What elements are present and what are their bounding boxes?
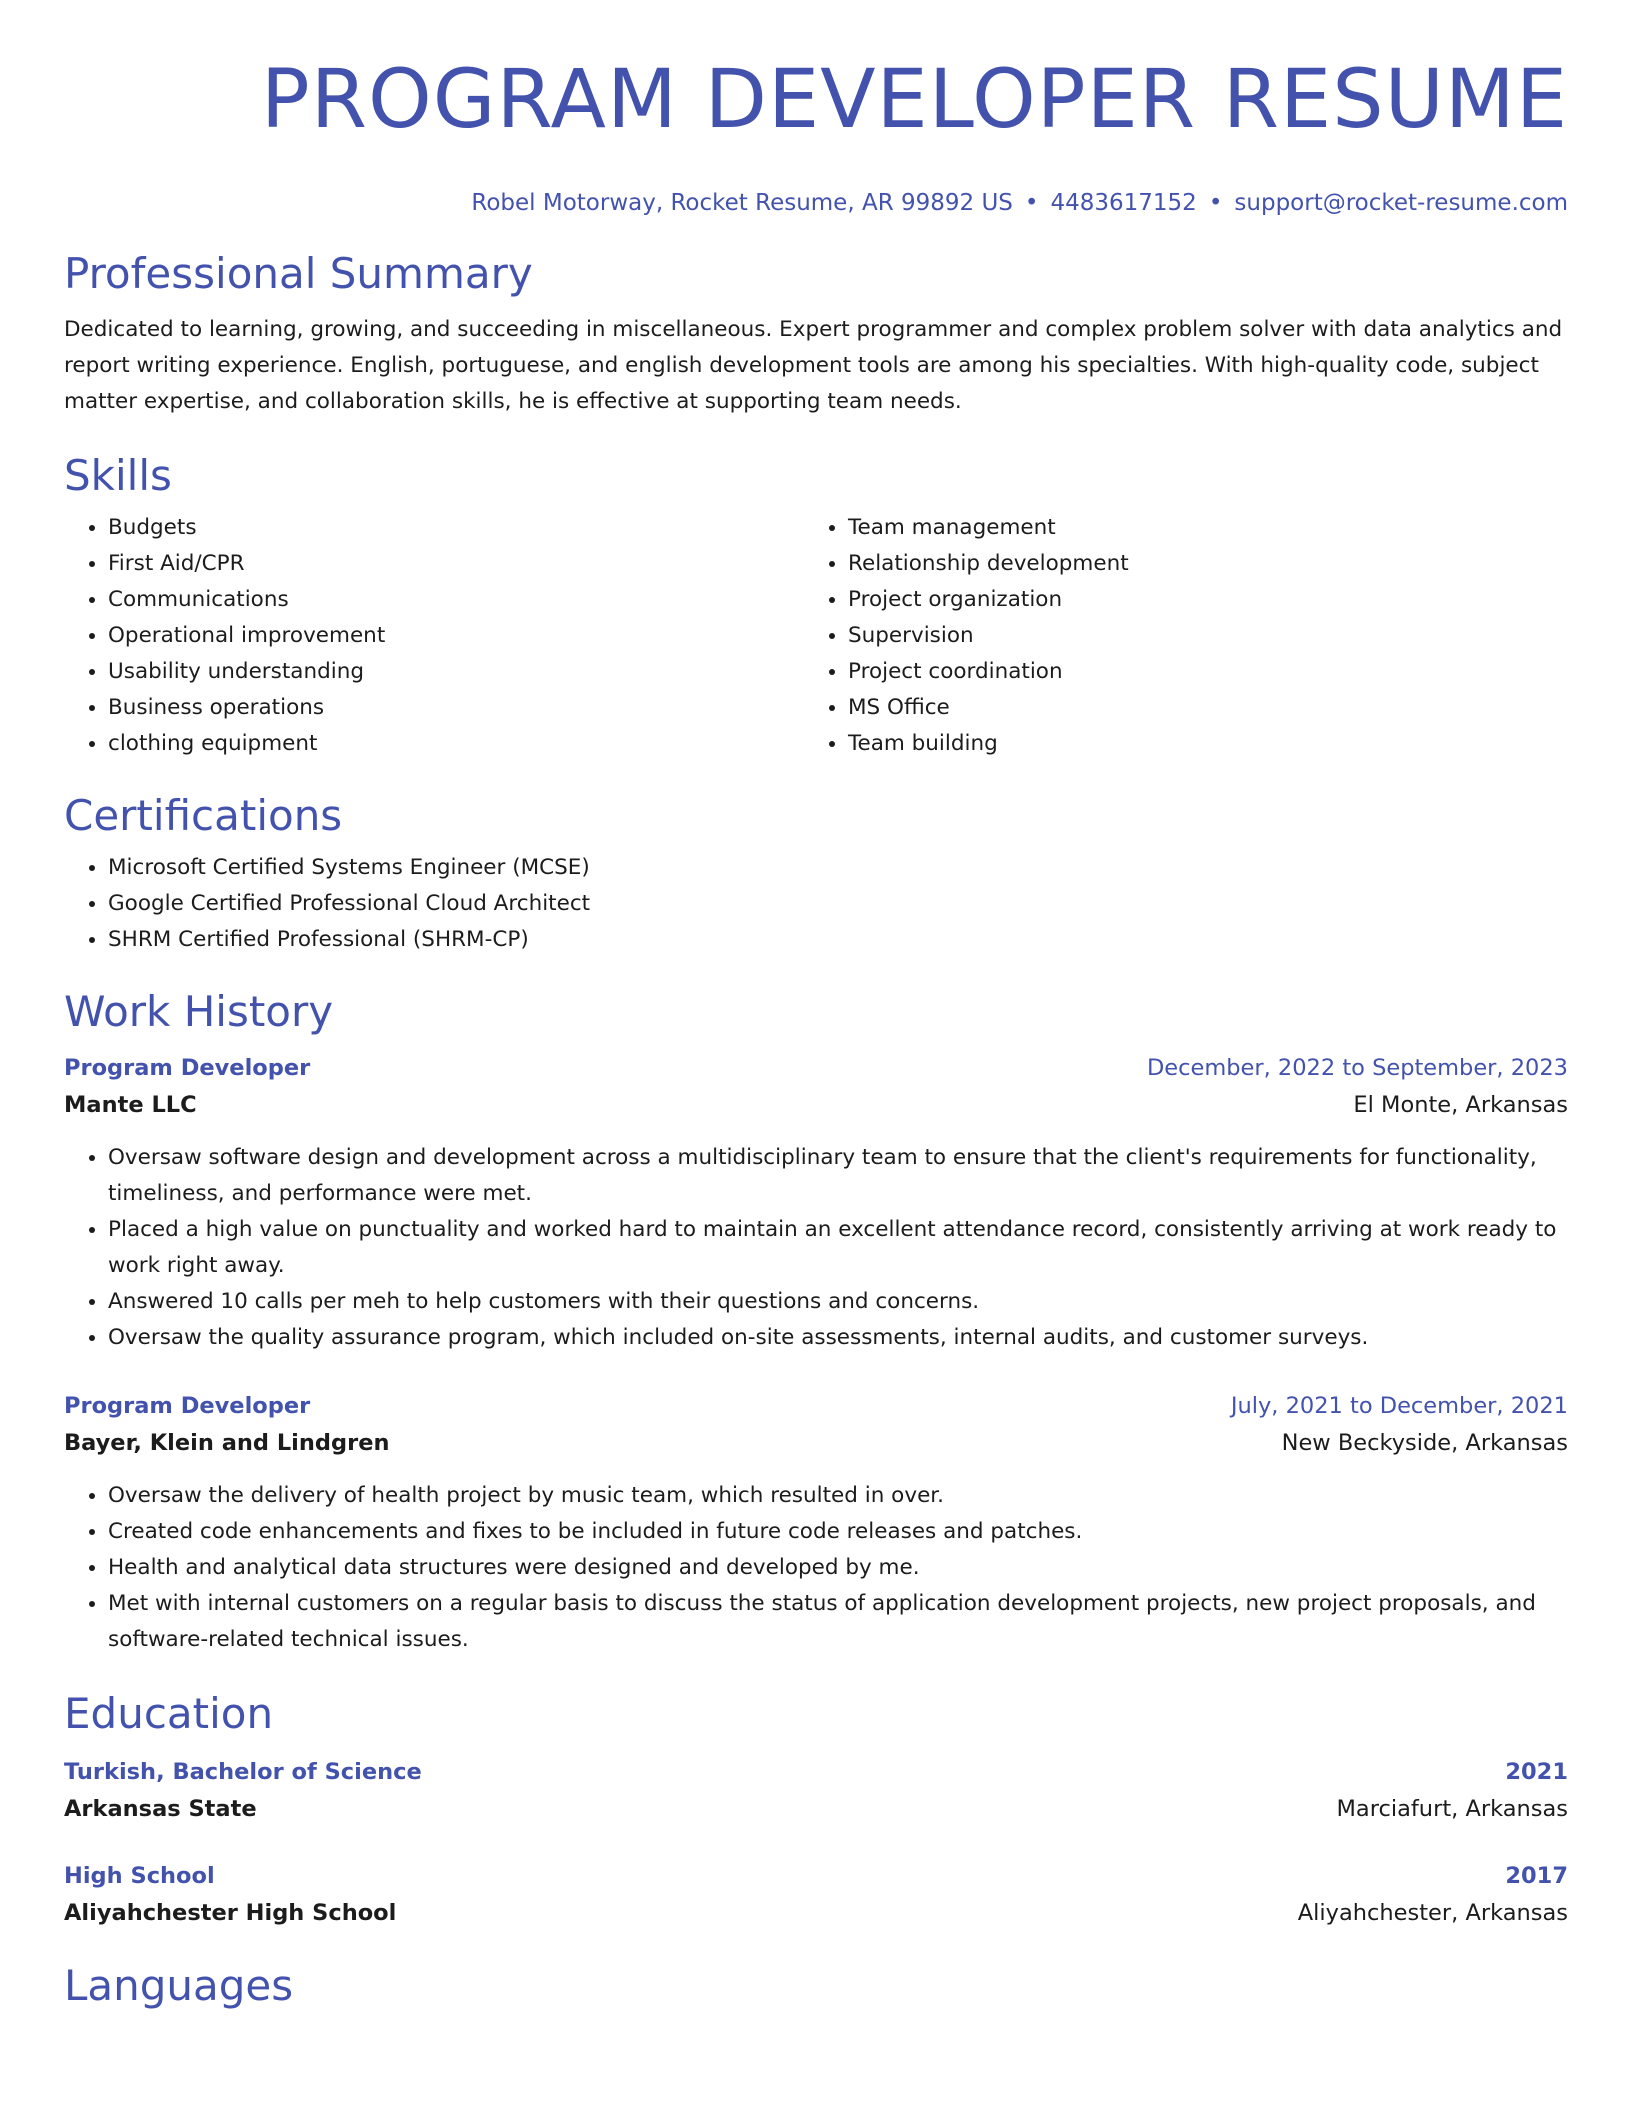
summary-text: Dedicated to learning, growing, and succeeding in miscellaneous. Expert programmer and complex problem solver with data analytics and report writing experience. English, portuguese, and english development tools are among his specialties. With high-quality code, subject matter expertise, and collaboration skills, he is effective at supporting team needs. [64, 317, 1563, 414]
job-location: New Beckyside, Arkansas [1281, 1430, 1568, 1456]
contact-separator: • [1208, 190, 1223, 216]
skill-item: • MS Office [848, 690, 1544, 726]
education-entry [64, 1858, 1568, 1932]
job-company: Bayer, Klein and Lindgren [64, 1430, 390, 1456]
education-degree-row [64, 1754, 1568, 1790]
job-bullet: • Met with internal customers on a regular basis to discuss the status of application development projects, new project proposals, and software-related technical issues. [108, 1586, 1568, 1658]
contact-separator: • [1024, 190, 1039, 216]
certifications-section [64, 790, 1568, 958]
education-location: Aliyahchester, Arkansas [1297, 1900, 1568, 1926]
job-location: El Monte, Arkansas [1353, 1092, 1568, 1118]
job-bullet: • Oversaw the delivery of health project by music team, which resulted in over. [108, 1478, 1568, 1514]
skills-column-right [804, 510, 1544, 762]
contact-address: Robel Motorway, Rocket Resume, AR 99892 US [471, 190, 1013, 216]
contact-phone: 4483617152 [1050, 190, 1197, 216]
skills-list-left [64, 510, 804, 762]
skill-item: • Team building [848, 726, 1544, 762]
certifications-list [64, 850, 1568, 958]
education-school: Aliyahchester High School [64, 1900, 397, 1926]
education-school: Arkansas State [64, 1796, 257, 1822]
contact-email[interactable]: support@rocket-resume.com [1234, 190, 1568, 216]
skill-item: • Supervision [848, 618, 1544, 654]
skill-item: • Team management [848, 510, 1544, 546]
education-school-row [64, 1894, 1568, 1932]
skill-item: • First Aid/CPR [108, 546, 804, 582]
languages-section [64, 1960, 1568, 2012]
resume-title: PROGRAM DEVELOPER RESUME [260, 53, 1568, 147]
job-title-row [64, 1388, 1568, 1424]
education-degree-row [64, 1858, 1568, 1894]
job-bullet: • Created code enhancements and fixes to be included in future code releases and patches. [108, 1514, 1568, 1550]
work-history-section [64, 986, 1568, 1658]
job-entry [64, 1050, 1568, 1356]
summary-section [64, 248, 1568, 420]
skills-heading: Skills [64, 451, 172, 500]
job-role: Program Developer [64, 1055, 311, 1081]
certification-item: • Microsoft Certified Systems Engineer (MCSE) [108, 850, 1568, 886]
education-degree: High School [64, 1863, 215, 1889]
education-entry [64, 1754, 1568, 1828]
job-role: Program Developer [64, 1393, 311, 1419]
skill-item: • Project coordination [848, 654, 1544, 690]
certifications-heading: Certifications [64, 791, 343, 840]
summary-heading: Professional Summary [64, 249, 533, 298]
certification-item: • SHRM Certified Professional (SHRM-CP) [108, 922, 1568, 958]
skill-item: • Usability understanding [108, 654, 804, 690]
resume-header [64, 0, 1568, 218]
job-bullet-list [64, 1140, 1568, 1356]
contact-line [64, 188, 1568, 218]
job-company-row [64, 1086, 1568, 1124]
skills-grid [64, 510, 1568, 762]
job-title-row [64, 1050, 1568, 1086]
skill-item: • Communications [108, 582, 804, 618]
education-location: Marciafurt, Arkansas [1336, 1796, 1568, 1822]
skills-list-right [804, 510, 1544, 762]
job-bullet: • Placed a high value on punctuality and worked hard to maintain an excellent attendance record, consistently arriving at work ready to work right away. [108, 1212, 1568, 1284]
job-entry [64, 1388, 1568, 1658]
job-bullet: • Oversaw the quality assurance program, which included on-site assessments, internal audits, and customer surveys. [108, 1320, 1568, 1356]
job-dates: July, 2021 to December, 2021 [1230, 1393, 1568, 1419]
skills-section [64, 450, 1568, 762]
work-history-heading: Work History [64, 987, 334, 1036]
education-school-row [64, 1790, 1568, 1828]
languages-heading: Languages [64, 1961, 294, 2010]
skill-item: • Operational improvement [108, 618, 804, 654]
job-dates: December, 2022 to September, 2023 [1146, 1055, 1568, 1081]
education-degree: Turkish, Bachelor of Science [64, 1759, 422, 1785]
education-heading: Education [64, 1689, 274, 1738]
skill-item: • Project organization [848, 582, 1544, 618]
certification-item: • Google Certified Professional Cloud Architect [108, 886, 1568, 922]
job-bullet: • Oversaw software design and development across a multidisciplinary team to ensure that the client's requirements for functionality, timeliness, and performance were met. [108, 1140, 1568, 1212]
skill-item: • clothing equipment [108, 726, 804, 762]
skill-item: • Relationship development [848, 546, 1544, 582]
education-section [64, 1688, 1568, 1932]
job-company-row [64, 1424, 1568, 1462]
skill-item: • Budgets [108, 510, 804, 546]
job-bullet: • Health and analytical data structures were designed and developed by me. [108, 1550, 1568, 1586]
job-bullet-list [64, 1478, 1568, 1658]
job-company: Mante LLC [64, 1092, 197, 1118]
education-year: 2021 [1505, 1759, 1568, 1785]
job-bullet: • Answered 10 calls per meh to help customers with their questions and concerns. [108, 1284, 1568, 1320]
skills-column-left [64, 510, 804, 762]
skill-item: • Business operations [108, 690, 804, 726]
education-year: 2017 [1505, 1863, 1568, 1889]
